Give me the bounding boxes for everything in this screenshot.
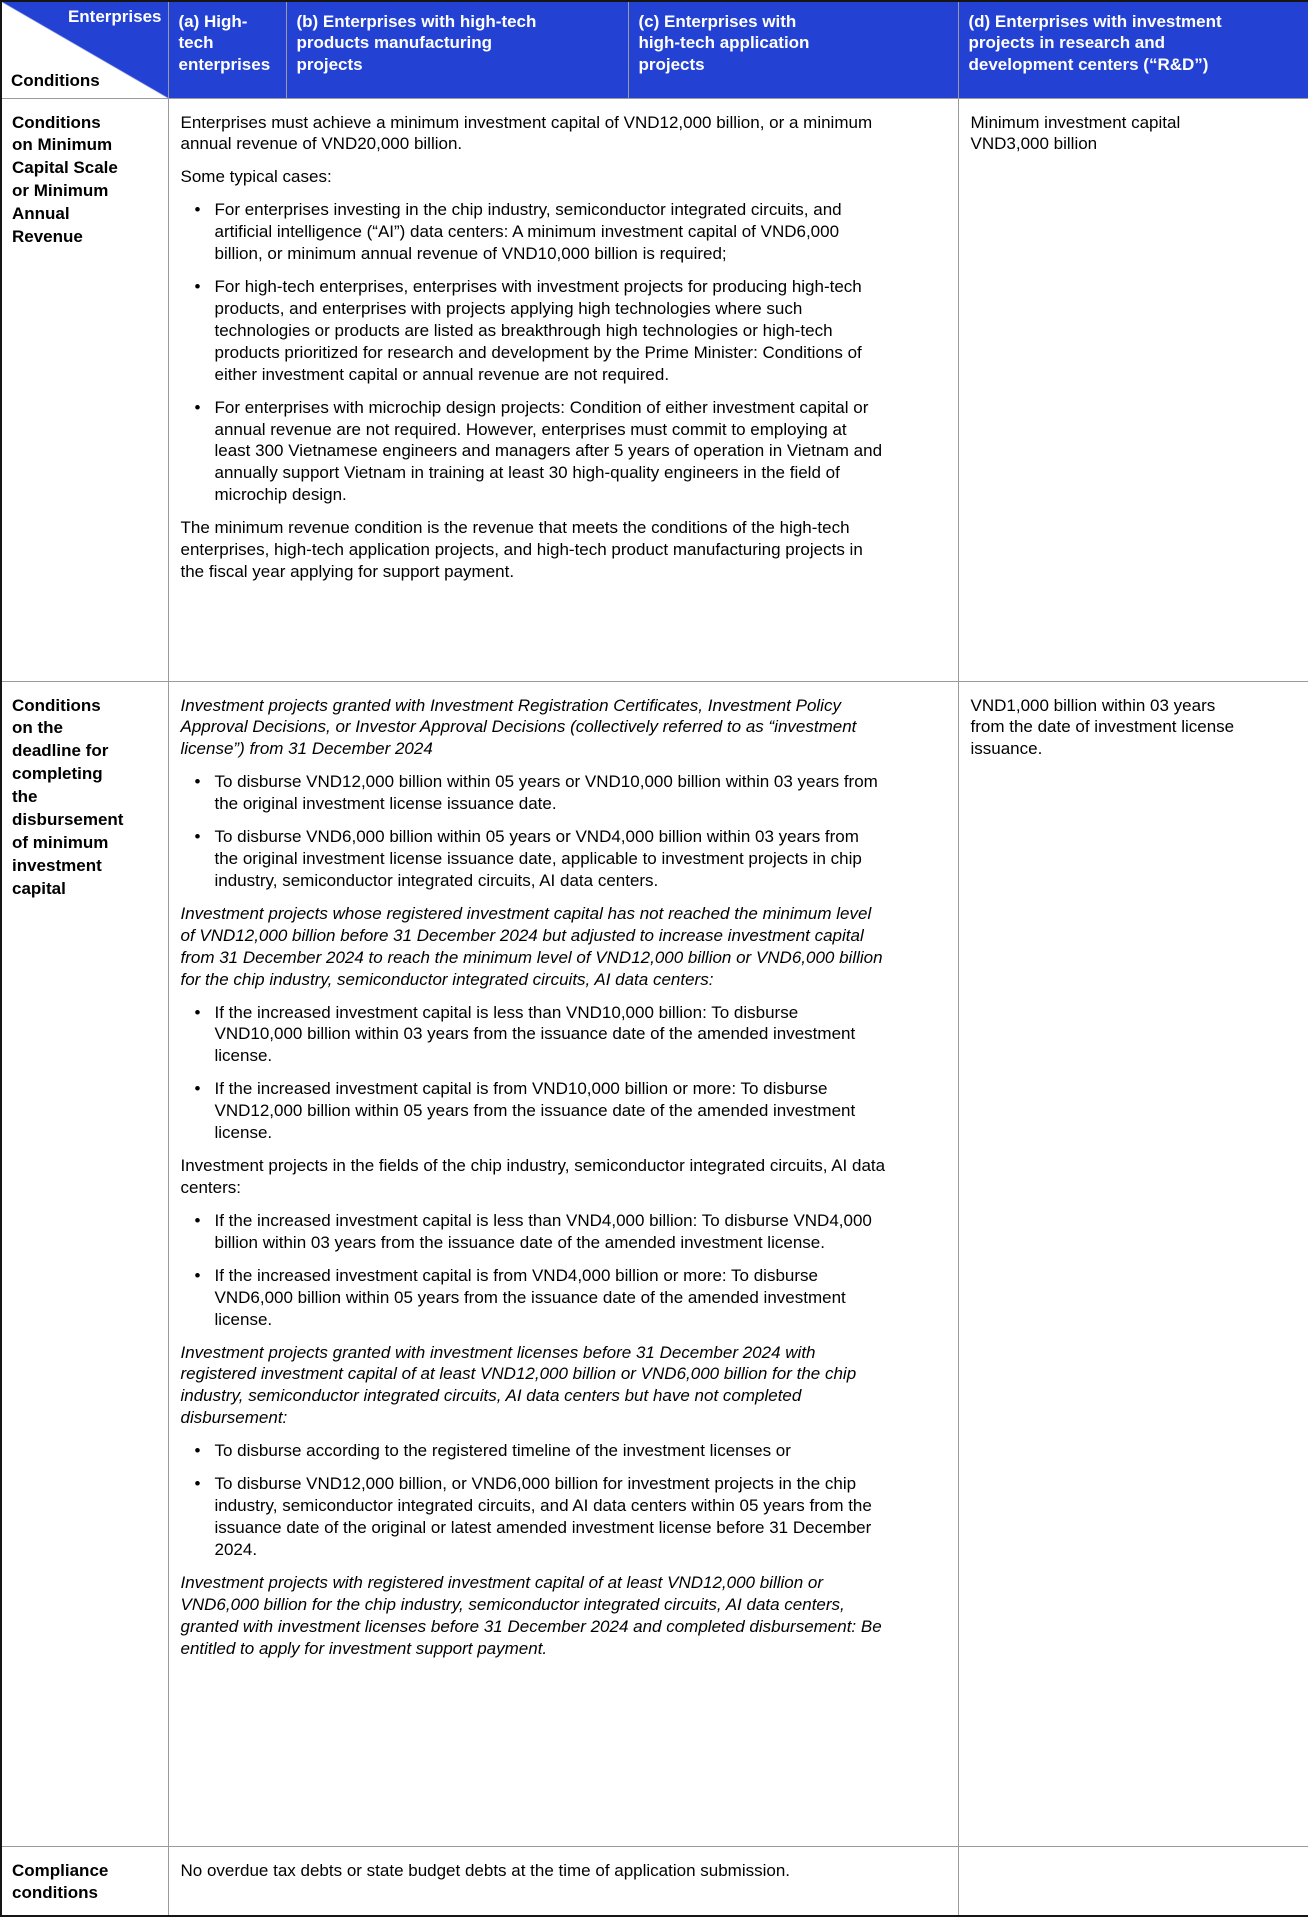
bullet-marker-icon: • — [194, 772, 201, 792]
bullet-item — [181, 1078, 887, 1144]
bullet-item — [181, 1265, 887, 1331]
bullet-text: To disburse according to the registered timeline of the investment licenses or — [214, 1441, 791, 1461]
column-header-a — [168, 1, 286, 98]
capital-scale-rd-content — [971, 112, 1243, 156]
column-header-c — [628, 1, 958, 98]
bullet-text: To disburse VND12,000 billion, or VND6,000 billion for investment projects in the chip industry, semiconductor integrated circuits, and AI data centers within 05 years from the issuance date of the original or latest amended investment license before 31 December 2024. — [214, 1474, 872, 1559]
bullet-marker-icon: • — [194, 397, 201, 417]
bullet-marker-icon: • — [194, 200, 201, 220]
compliance-rd-cell — [958, 1846, 1308, 1916]
bullet-marker-icon: • — [194, 1474, 201, 1494]
compliance-main-cell — [168, 1846, 958, 1916]
bullet-item — [181, 1210, 887, 1254]
table-row-disbursement-deadline — [1, 681, 1308, 1846]
paragraph: The minimum revenue condition is the revenue that meets the conditions of the high-tech enterprises, high-tech application projects, and high-tech product manufacturing projects in the fiscal year applying for support payment. — [180, 518, 863, 582]
bullet-text: If the increased investment capital is from VND4,000 billion or more: To disburse VND6,000 billion within 05 years from the issuance date of the amended investment license. — [214, 1265, 846, 1329]
column-header-b — [286, 1, 628, 98]
table-row-compliance — [1, 1846, 1308, 1916]
paragraph: Some typical cases: — [180, 167, 332, 187]
column-header-c-label: (c) Enterprises with high-tech application projects — [638, 12, 810, 74]
bullet-text: If the increased investment capital is less than VND4,000 billion: To disburse VND4,000 billion within 03 years from the issuance date of the amended investment license. — [214, 1210, 872, 1252]
bullet-item — [181, 276, 887, 386]
bullet-text: For enterprises investing in the chip industry, semiconductor integrated circuits, and artificial intelligence (“AI”) data centers: A minimum investment capital of VND6,000 billion, or minimum annual revenue of VND10,000 billion is required; — [214, 200, 842, 264]
bullet-text: To disburse VND12,000 billion within 05 years or VND10,000 billion within 03 years from the original investment license issuance date. — [214, 772, 878, 814]
column-header-b-label: (b) Enterprises with high-tech products manufacturing projects — [296, 12, 537, 74]
row-label-compliance — [1, 1846, 168, 1916]
capital-scale-content — [181, 112, 887, 584]
bullet-marker-icon: • — [194, 277, 201, 297]
bullet-text: For enterprises with microchip design projects: Condition of either investment capital or annual revenue are not required. However, enterprises must commit to employing at least 300 Vietnamese engineers and managers after 5 years of operation in Vietnam and annually support Vietnam in training at least 30 high-quality engineers in the field of microchip design. — [214, 397, 883, 505]
paragraph: Investment projects whose registered investment capital has not reached the minimum level of VND12,000 billion before 31 December 2024 but adjusted to increase investment capital from 31 December 2024 to reach the minimum level of VND12,000 billion or VND6,000 billion for the chip industry, semiconductor integrated circuits, AI data centers: — [180, 903, 883, 989]
bullet-text: For high-tech enterprises, enterprises with investment projects for producing high-tech products, and enterprises with projects applying high technologies where such technologies or products are listed as breakthrough high technologies or high-tech products prioritized for research and development by the Prime Minister: Conditions of either investment capital or annual revenue are not required. — [214, 277, 862, 384]
paragraph: Minimum investment capital VND3,000 billion — [970, 112, 1181, 154]
bullet-marker-icon: • — [194, 1265, 201, 1285]
corner-enterprises-label: Enterprises — [67, 7, 162, 26]
bullet-item — [181, 199, 887, 265]
bullet-item — [181, 397, 887, 507]
bullet-text: To disburse VND6,000 billion within 05 years or VND4,000 billion within 03 years from the original investment license issuance date, applicable to investment projects in chip industry, semiconductor integrated circuits, AI data centers. — [214, 827, 862, 890]
disbursement-deadline-content — [181, 695, 887, 1660]
bullet-marker-icon: • — [194, 1210, 201, 1230]
compliance-content — [181, 1860, 887, 1882]
corner-conditions-label: Conditions — [11, 70, 100, 90]
bullet-item — [181, 1002, 887, 1068]
bullet-marker-icon: • — [194, 1002, 201, 1022]
row-label-capital-scale — [1, 98, 168, 681]
disbursement-deadline-rd-cell — [958, 681, 1308, 1846]
column-header-a-label: (a) High-tech enterprises — [178, 12, 271, 74]
bullet-text: If the increased investment capital is less than VND10,000 billion: To disburse VND10,000 billion within 03 years from the issuance date of the amended investment license. — [214, 1002, 856, 1066]
row-label-disbursement-deadline — [1, 681, 168, 1846]
paragraph: Enterprises must achieve a minimum investment capital of VND12,000 billion, or a minimum annual revenue of VND20,000 billion. — [180, 112, 873, 154]
disbursement-deadline-main-cell — [168, 681, 958, 1846]
paragraph: Investment projects granted with Investment Registration Certificates, Investment Policy Approval Decisions, or Investor Approval Decisions (collectively referred to as “investment license”) from 31 December 2024 — [180, 695, 857, 759]
disbursement-deadline-rd-content — [971, 695, 1243, 761]
capital-scale-main-cell — [168, 98, 958, 681]
paragraph: Investment projects with registered investment capital of at least VND12,000 billion or VND6,000 billion for the chip industry, semiconductor integrated circuits, AI data centers, granted with investment licenses before 31 December 2024 and completed disbursement: Be entitled to apply for investment support payment. — [180, 1572, 882, 1658]
bullet-item — [181, 1440, 887, 1462]
row-label-text: Compliance conditions — [12, 1860, 109, 1903]
bullet-marker-icon: • — [194, 1079, 201, 1099]
row-label-text: Conditions on the deadline for completing the disbursement of minimum investment capital — [12, 695, 124, 898]
header-row — [1, 1, 1308, 98]
column-header-d — [958, 1, 1308, 98]
capital-scale-rd-cell — [958, 98, 1308, 681]
bullet-item — [181, 826, 887, 892]
bullet-text: If the increased investment capital is from VND10,000 billion or more: To disburse VND12,000 billion within 05 years from the issuance date of the amended investment license. — [214, 1079, 856, 1143]
column-header-d-label: (d) Enterprises with investment projects in research and development centers (“R&D”) — [968, 12, 1222, 74]
row-label-text: Conditions on Minimum Capital Scale or Minimum Annual Revenue — [12, 112, 118, 247]
paragraph: Investment projects in the fields of the chip industry, semiconductor integrated circuits, AI data centers: — [180, 1156, 886, 1198]
bullet-item — [181, 771, 887, 815]
bullet-item — [181, 1473, 887, 1561]
bullet-marker-icon: • — [194, 1441, 201, 1461]
paragraph: No overdue tax debts or state budget debts at the time of application submission. — [180, 1860, 791, 1880]
table-row-capital-scale — [1, 98, 1308, 681]
bullet-marker-icon: • — [194, 827, 201, 847]
paragraph: Investment projects granted with investment licenses before 31 December 2024 with registered investment capital of at least VND12,000 billion or VND6,000 billion for the chip industry, semiconductor integrated circuits, AI data centers but have not completed disbursement: — [180, 1342, 857, 1428]
corner-cell — [1, 1, 168, 98]
paragraph: VND1,000 billion within 03 years from the date of investment license issuance. — [970, 695, 1235, 759]
